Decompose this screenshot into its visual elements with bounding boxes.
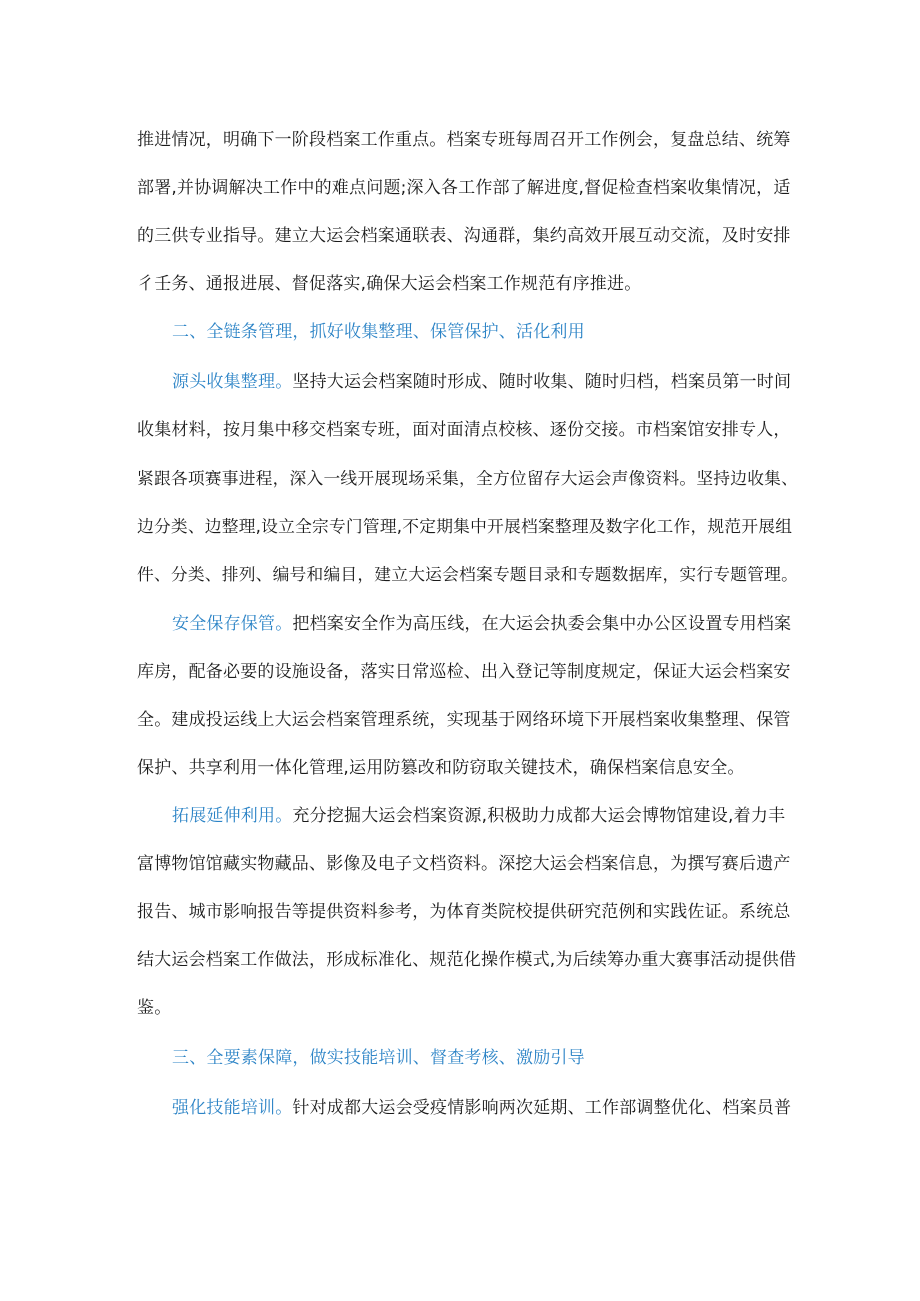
intro-line-2: 部署,并协调解决工作中的难点问题;深入各工作部了解进度,督促检查档案收集情况，适 bbox=[137, 178, 791, 198]
s2-p2-line-2: 库房，配备必要的设施设备，落实日常巡检、出入登记等制度规定，保证大运会档案安 bbox=[137, 662, 791, 682]
s2-p3-line-2: 富博物馆馆藏实物藏品、影像及电子文档资料。深挖大运会档案信息，为撰写赛后遗产 bbox=[137, 854, 791, 874]
s3-p1-line-1 bbox=[172, 1096, 791, 1120]
s2-p2-line-1-text: 把档案安全作为高压线，在大运会执委会集中办公区设置专用档案 bbox=[292, 614, 792, 634]
s2-p1-lead: 源头收集整理。 bbox=[172, 372, 293, 392]
s3-p1-lead: 强化技能培训。 bbox=[172, 1098, 293, 1118]
intro-line-3: 的三供专业指导。建立大运会档案通联表、沟通群，集约高效开展互动交流，及时安排 bbox=[137, 226, 791, 246]
s2-p3-line-1 bbox=[172, 804, 785, 828]
s2-p1-line-1 bbox=[172, 370, 791, 394]
s2-p1-line-2: 收集材料，按月集中移交档案专班，面对面清点校核、逐份交接。市档案馆安排专人， bbox=[137, 420, 791, 440]
s2-p2-line-4: 保护、共享利用一体化管理,运用防篡改和防窃取关键技术，确保档案信息安全。 bbox=[137, 758, 745, 778]
s2-p3-line-1-text: 充分挖掘大运会档案资源,积极助力成都大运会博物馆建设,着力丰 bbox=[292, 806, 786, 826]
s2-p1-line-3: 紧跟各项赛事进程，深入一线开展现场采集，全方位留存大运会声像资料。坚持边收集、 bbox=[137, 468, 799, 488]
s2-p3-line-5: 鉴。 bbox=[137, 998, 172, 1018]
intro-line-1: 推进情况，明确下一阶段档案工作重点。档案专班每周召开工作例会，复盘总结、统筹 bbox=[137, 130, 791, 150]
s2-p3-line-4: 结大运会档案工作做法，形成标准化、规范化操作模式,为后续筹办重大赛事活动提供借 bbox=[137, 950, 797, 970]
s2-p1-line-5: 件、分类、排列、编号和编目，建立大运会档案专题目录和专题数据库，实行专题管理。 bbox=[137, 564, 799, 584]
s2-p1-line-1-text: 坚持大运会档案随时形成、随时收集、随时归档，档案员第一时间 bbox=[292, 372, 792, 392]
s3-p1-line-1-text: 针对成都大运会受疫情影响两次延期、工作部调整优化、档案员普 bbox=[292, 1098, 792, 1118]
section-2-heading: 二、全链条管理，抓好收集整理、保管保护、活化利用 bbox=[172, 322, 585, 342]
s2-p3-line-3: 报告、城市影响报告等提供资料参考，为体育类院校提供研究范例和实践佐证。系统总 bbox=[137, 902, 791, 922]
s2-p2-line-3: 全。建成投运线上大运会档案管理系统，实现基于网络环境下开展档案收集整理、保管 bbox=[137, 710, 791, 730]
section-3-heading: 三、全要素保障，做实技能培训、督查考核、激励引导 bbox=[172, 1048, 585, 1068]
s2-p2-lead: 安全保存保管。 bbox=[172, 614, 293, 634]
s2-p2-line-1 bbox=[172, 612, 791, 636]
s2-p3-lead: 拓展延伸利用。 bbox=[172, 806, 293, 826]
intro-line-4: 彳壬务、通报进展、督促落实,确保大运会档案工作规范有序推进。 bbox=[137, 274, 642, 294]
s2-p1-line-4: 边分类、边整理,设立全宗专门管理,不定期集中开展档案整理及数字化工作，规范开展组 bbox=[137, 516, 793, 536]
